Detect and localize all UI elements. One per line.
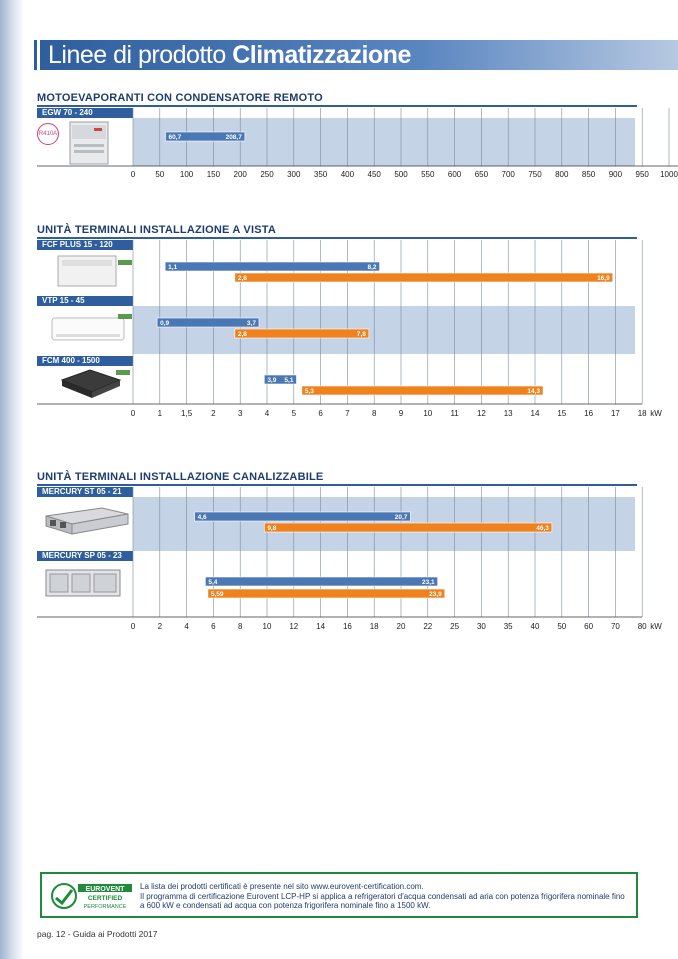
footer-text	[140, 882, 630, 911]
x-tick-label: 4	[184, 622, 189, 631]
product-label-vtp: VTP 15 - 45	[37, 296, 133, 306]
x-tick-label: 5	[291, 409, 297, 418]
x-tick-label: 8	[237, 622, 243, 631]
x-tick-label: 7	[345, 409, 350, 418]
section-title-canalizzabile: UNITÀ TERMINALI INSTALLAZIONE CANALIZZABILE	[37, 471, 324, 483]
x-tick-label: 50	[155, 170, 165, 179]
x-tick-label: 8	[371, 409, 377, 418]
x-tick-label: 750	[528, 170, 542, 179]
x-tick-label: 650	[474, 170, 489, 179]
x-tick-label: 15	[557, 409, 567, 418]
x-tick-label: 6	[318, 409, 323, 418]
x-tick-label: 12	[476, 409, 486, 418]
bar-blue	[205, 577, 437, 586]
bar-end-label: 16,9	[597, 275, 610, 282]
bar-start-label: 1,1	[168, 264, 178, 271]
x-tick-label: 11	[450, 409, 459, 418]
x-tick-label: 550	[421, 170, 435, 179]
product-label-mercury-sp: MERCURY SP 05 - 23	[37, 551, 133, 561]
x-tick-label: 14	[316, 622, 326, 631]
x-tick-label: 80	[637, 622, 647, 631]
x-tick-label: 1000	[660, 170, 678, 179]
bar-end-label: 23,9	[429, 591, 442, 598]
logo-performance-text: PERFORMANCE	[83, 904, 127, 910]
product-label-fcm: FCM 400 - 1500	[37, 356, 133, 366]
x-tick-label: 3	[237, 409, 243, 418]
x-tick-label: 600	[447, 170, 462, 179]
x-axis-unit: kW	[650, 622, 662, 631]
footer-line-2: Il programma di certificazione Eurovent LCP-HP si applica a refrigeratori d'acqua condensati ad aria con potenza frigorifera nominale fino a 600 kW e condensati ad acqua con potenza frigorifera nominale fino a 1500 kW.	[140, 891, 625, 910]
bar-end-label: 3,7	[246, 320, 256, 327]
bar-end-label: 7,8	[356, 331, 366, 338]
x-tick-label: 900	[608, 170, 623, 179]
x-tick-label: 0	[130, 170, 136, 179]
product-label-mercury-st: MERCURY ST 05 - 21	[37, 487, 133, 497]
x-tick-label: 0	[130, 409, 136, 418]
bar-start-label: 4,6	[197, 514, 207, 521]
bar-start-label: 2,8	[237, 275, 247, 282]
x-tick-label: 300	[287, 170, 301, 179]
bar-end-label: 46,3	[536, 525, 549, 532]
bar-start-label: 60,7	[168, 134, 182, 141]
page-title-light: Linee di prodotto	[48, 41, 233, 69]
x-tick-label: 12	[289, 622, 299, 631]
bar-end-label: 23,1	[421, 579, 435, 586]
x-tick-label: 16	[584, 409, 594, 418]
x-tick-label: 1	[157, 409, 163, 418]
x-tick-label: 0	[130, 622, 136, 631]
x-tick-label: 18	[369, 622, 379, 631]
x-tick-label: 50	[557, 622, 567, 631]
x-tick-label: 13	[503, 409, 513, 418]
x-tick-label: 18	[637, 409, 647, 418]
x-tick-label: 10	[423, 409, 433, 418]
x-tick-label: 200	[233, 170, 247, 179]
eurovent-footer	[40, 872, 638, 918]
logo-certified-text: CERTIFIED	[87, 895, 123, 902]
bar-end-label: 208,7	[225, 134, 242, 141]
section-title-motoevaporanti: MOTOEVAPORANTI CON CONDENSATORE REMOTO	[37, 92, 323, 104]
bar-blue	[195, 512, 411, 521]
bar-start-label: 9,8	[267, 525, 277, 532]
x-tick-label: 17	[610, 409, 620, 418]
x-tick-label: 450	[367, 170, 381, 179]
footer-line-1: La lista dei prodotti certificati è presente nel sito www.eurovent-certification.com.	[140, 882, 424, 891]
x-tick-label: 10	[262, 622, 272, 631]
x-tick-label: 500	[394, 170, 408, 179]
x-tick-label: 150	[206, 170, 221, 179]
page-title-bold: Climatizzazione	[232, 41, 411, 69]
x-tick-label: 850	[581, 170, 596, 179]
bar-start-label: 2,8	[237, 331, 247, 338]
bar-end-label: 8,2	[367, 264, 377, 271]
bar-orange	[264, 523, 552, 532]
bar-orange	[208, 589, 445, 598]
section-title-vista: UNITÀ TERMINALI INSTALLAZIONE A VISTA	[37, 224, 276, 236]
x-tick-label: 16	[342, 622, 352, 631]
bar-start-label: 5,4	[208, 579, 218, 586]
r410a-badge: R410A	[37, 123, 59, 145]
bar-end-label: 20,7	[394, 514, 408, 521]
x-axis-unit: kW	[650, 409, 662, 418]
bar-start-label: 5,59	[210, 591, 224, 598]
bar-start-label: 3,9	[267, 377, 277, 384]
x-tick-label: 2	[157, 622, 163, 631]
bar-end-label: 14,3	[527, 388, 541, 395]
x-tick-label: 100	[179, 170, 194, 179]
x-tick-label: 1,5	[181, 409, 193, 418]
x-tick-label: 30	[476, 622, 486, 631]
product-label-egw: EGW 70 - 240	[37, 108, 133, 118]
x-tick-label: 20	[396, 622, 406, 631]
x-tick-label: 700	[501, 170, 515, 179]
x-tick-label: 40	[530, 622, 540, 631]
x-tick-label: 4	[264, 409, 270, 418]
bar-end-label: 5,1	[284, 377, 294, 384]
x-tick-label: 800	[555, 170, 569, 179]
page-footer: pag. 12 - Guida ai Prodotti 2017	[37, 929, 158, 939]
x-tick-label: 22	[423, 622, 433, 631]
product-label-fcf: FCF PLUS 15 - 120	[37, 240, 133, 250]
x-tick-label: 6	[211, 622, 216, 631]
x-tick-label: 400	[340, 170, 355, 179]
x-tick-label: 14	[530, 409, 540, 418]
eurovent-logo	[50, 881, 134, 911]
x-tick-label: 60	[584, 622, 594, 631]
x-tick-label: 950	[635, 170, 649, 179]
bar-start-label: 0,9	[160, 320, 170, 327]
logo-eurovent-text: EUROVENT	[85, 886, 125, 893]
x-tick-label: 25	[450, 622, 460, 631]
x-tick-label: 350	[313, 170, 328, 179]
x-tick-label: 250	[260, 170, 274, 179]
x-tick-label: 9	[398, 409, 404, 418]
x-tick-label: 70	[610, 622, 620, 631]
x-tick-label: 35	[503, 622, 513, 631]
bar-start-label: 5,3	[304, 388, 314, 395]
x-tick-label: 2	[211, 409, 216, 418]
